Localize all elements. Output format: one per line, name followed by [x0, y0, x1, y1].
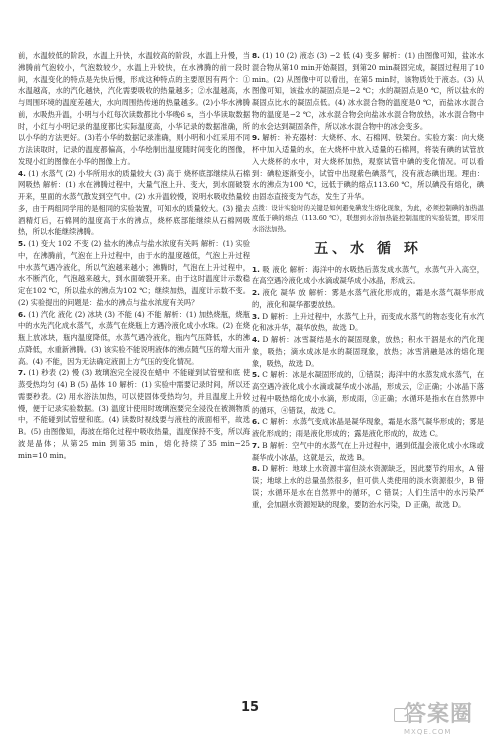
- item-number: 5.: [18, 239, 26, 248]
- item-text: B 解析：空气中的水蒸气在上升过程中，遇到低温会液化成小水珠或凝华成小冰晶，这就是云，故选 B。: [252, 440, 484, 462]
- answer-item: [18, 309, 250, 368]
- answer-item: [252, 264, 484, 288]
- item-text: (1) 变大 102 不变 (2) 盐水的沸点与盐水浓度有关吗 解析：(1) 实验中，在沸腾前，气泡在上升过程中，由于水的温度越低，气泡上升过程中水蒸气遇冷液化，所以气泡越来越小；沸腾时，气泡在上升过程中，水不断汽化，气泡越来越大，到水面破裂开来。由于这时温度计示数稳定在102 ℃，所以盐水的沸点为102 ℃；继续加热，温度计示数不变。(2) 实验提出的问题是：盐水的沸点与盐水浓度有关吗？: [18, 239, 250, 307]
- right-column: [252, 50, 484, 510]
- watermark-text: 答案圈: [404, 702, 474, 727]
- answer-item: [252, 132, 484, 203]
- item-text: C 解析：冰是水凝固形成的，①错误；海洋中的水蒸发成水蒸气，在高空遇冷液化成小水滴或凝华成小冰晶，形成云，②正确；小冰晶下落过程中吸热熔化成小水滴，形成雨，③正确；水循环是指水在自然界中的循环，④错误，故选 C。: [252, 370, 484, 415]
- answer-item: [252, 334, 484, 369]
- answer-item: [252, 287, 484, 311]
- item-number: 7.: [18, 368, 26, 378]
- item-text: D 解析：地球上水资源丰富但淡水资源缺乏，因此要节约用水，A 错误；地球上水的总量虽然很多，但可供人类使用的淡水资源很少，B 错误；水循环是水在自然界中的循环，C 错误；人们生活中的水污染严重，会加剧水资源短缺的现象，要防治水污染，D 正确，故选 D。: [252, 464, 484, 509]
- answer-item: [252, 311, 484, 335]
- item-number: 7.: [252, 440, 260, 450]
- answer-item: [18, 238, 250, 309]
- tip-paragraph: [252, 203, 484, 234]
- item-text: (1) 汽化 液化 (2) 冰块 (3) 不能 (4) 不能 解析：(1) 加热烧瓶，烧瓶中的水先汽化成水蒸气，水蒸气在烧瓶上方遇冷液化成小水珠。(2) 在烧瓶上放冰块，瓶内温度降低，水蒸气遇冷液化，瓶内气压降低，水的沸点降低，水重新沸腾。(3) 该实验不能说明液体的沸点随气压的增大而升高。(4) 不能，因为无法确定液面上方气压的变化情况。: [18, 309, 250, 366]
- item-text: (1) 秒表 (2) 慢 (3) 玻璃泡完全浸没在蜡中 不能碰到试管壁和底 使蒸受热均匀 (4) B (5) 晶体 10 解析：(1) 实验中需要记录时间，所以还需要秒表。(2) 用水浴法加热，可以使固体受热均匀，并且温度上升较慢，便于记录实验数据。(3) 温度计使用时玻璃泡要完全浸没在被测物质中，不能碰到试管壁和底。(4) 读数时视线要与液柱的液面相平，故选 B。(5) 由图像知，海波在熔化过程中吸收热量，温度保持不变，所以海波是晶体；从第25 min 到第35 min，熔化持续了35 min−25 min=10 min。: [18, 368, 250, 460]
- item-number: 8.: [252, 464, 260, 474]
- answer-item: [18, 50, 250, 168]
- watermark-logo: [404, 702, 494, 740]
- item-number: 8.: [252, 51, 260, 60]
- item-number: 3.: [252, 311, 260, 321]
- item-number: 5.: [252, 370, 260, 380]
- item-text: C 解析：水蒸气变成冰晶是凝华现象，霜是水蒸气凝华形成的；雾是液化形成的；雨是液化形成的；露是液化形成的，故选 C。: [252, 417, 484, 439]
- item-text: D 解析：上升过程中，水蒸气上升，而变成水蒸气的物态变化有水汽化和冰升华，凝华放热，故选 D。: [252, 311, 484, 333]
- item-text: 液化 凝华 放 解析：雾是水蒸气液化形成的，霜是水蒸气凝华形成的，液化和凝华都要放热。: [252, 288, 484, 309]
- item-text: 解析：补充器材：大烧杯、水、石棉网、铁架台。实验方案：向大烧杯中加入适量的水，在大烧杯中放入适量的石棉网，将装有碘的试管放入大烧杯的水中，对大烧杯加热，观察试管中碘的变化情况。可以看到：碘粒逐渐变小，试管中出现紫色碘蒸气，没有液态碘出现。理由：水的沸点为100 ℃，远低于碘的熔点113.60 ℃，所以碘没有熔化，碘由固态直接变为气态，发生了升华。: [252, 133, 484, 201]
- item-text: 前，水温较低的阶段，水温上升快，水温较高的阶段，水温上升慢，当沸腾前气泡较小，气泡数较少，水温上升较快，在水沸腾的前一段时间，水温变化的特点是先快后慢，形成这种特点的主要原因有两个：①水温越高，水的汽化越快，汽化需要吸收的热量越多；②水温越高，水与周围环境的温度差越大，水向周围热传递的热量越多。(2)小华水沸腾前，水吸热升温，小明与小红每次读数都比小华晚6 s，当小华读取数据时，小红与小明记录的温度都比实际温度高，小华记录的数据准确，所以小华的方法更好。(3)若小华的数据记录准确，则小明和小红采用不同方法读取时，记录的温度都偏高，小华绘制出温度随时间变化的图像，发现小红的图像在小华的图像上方。: [18, 51, 250, 166]
- item-number: 1.: [252, 264, 260, 274]
- answer-item: [18, 168, 250, 239]
- item-text: D 解析：冰雪凝结是水的凝固现象，放热；积水干涸是水的汽化现象，吸热；滴水成冰是水的凝固现象，放热；冰雪消融是冰的熔化现象，吸热，故选 D。: [252, 335, 485, 368]
- answer-item: [18, 367, 250, 461]
- left-column: [18, 50, 250, 461]
- watermark-url: MXQE.COM: [404, 728, 452, 736]
- answer-item: [252, 463, 484, 510]
- answer-item: [252, 440, 484, 464]
- item-number: 6.: [252, 417, 260, 427]
- answer-item: [252, 369, 484, 416]
- item-text: 吸 液化 解析：海洋中的水吸热后蒸发成水蒸气，水蒸气升入高空，在高空遇冷液化成小水滴或凝华成小冰晶，形成云。: [252, 264, 484, 286]
- item-text: 点拨：设计实验时的关键是如何避免碘发生熔化现象，为此，必须控制碘的加热温度低于碘的熔点（113.60 ℃），联想到水浴加热能控制温度的实验装置，即采用水浴法加热。: [252, 203, 484, 233]
- item-number: 4.: [18, 168, 26, 178]
- answer-item: [252, 416, 484, 440]
- item-number: 4.: [252, 335, 260, 345]
- item-text: (1) 水蒸气 (2) 小华所用水的质量较大 (3) 高于 烧杯底部继续从石棉网吸热 解析：(1) 水在沸腾过程中，大量气泡上升、变大，到水面破裂开来，里面的水蒸气散发到空气中。(2) 水升温较慢，说明水吸收热量较多，由于两组同学用的是相同的实验装置，可知水的质量较大。(3) 撤去酒精灯后，石棉网的温度高于水的沸点，烧杯底部能继续从石棉网吸热，所以水能继续沸腾。: [18, 168, 250, 237]
- item-text: (1) 10 (2) 液态 (3) −2 低 (4) 变多 解析：(1) 由图像可知，盐冰水混合物从第10 min开始凝固，到第20 min凝固完成，凝固过程用了10 min。(2) 从图像中可以看出，在第5 min时，该物质处于液态。(3) 从图像可知，该盐水的凝固点是−2 ℃；水的凝固点是0 ℃，所以盐水的凝固点比水的凝固点低。(4) 冰水混合物的温度是0 ℃，而盐冰水混合物的温度是−2 ℃，冰水混合物会向盐冰水混合物放热，冰水混合物中的水会达到凝固条件，所以冰水混合物中的冰会变多。: [252, 51, 484, 131]
- item-number: 9.: [252, 133, 260, 143]
- watermark-badge-icon: [394, 708, 408, 722]
- item-number: 6.: [18, 309, 26, 319]
- section-title: 五、水 循 环: [314, 240, 422, 257]
- answer-item: [252, 50, 484, 132]
- page-number: 15: [240, 700, 260, 715]
- item-number: 2.: [252, 288, 260, 298]
